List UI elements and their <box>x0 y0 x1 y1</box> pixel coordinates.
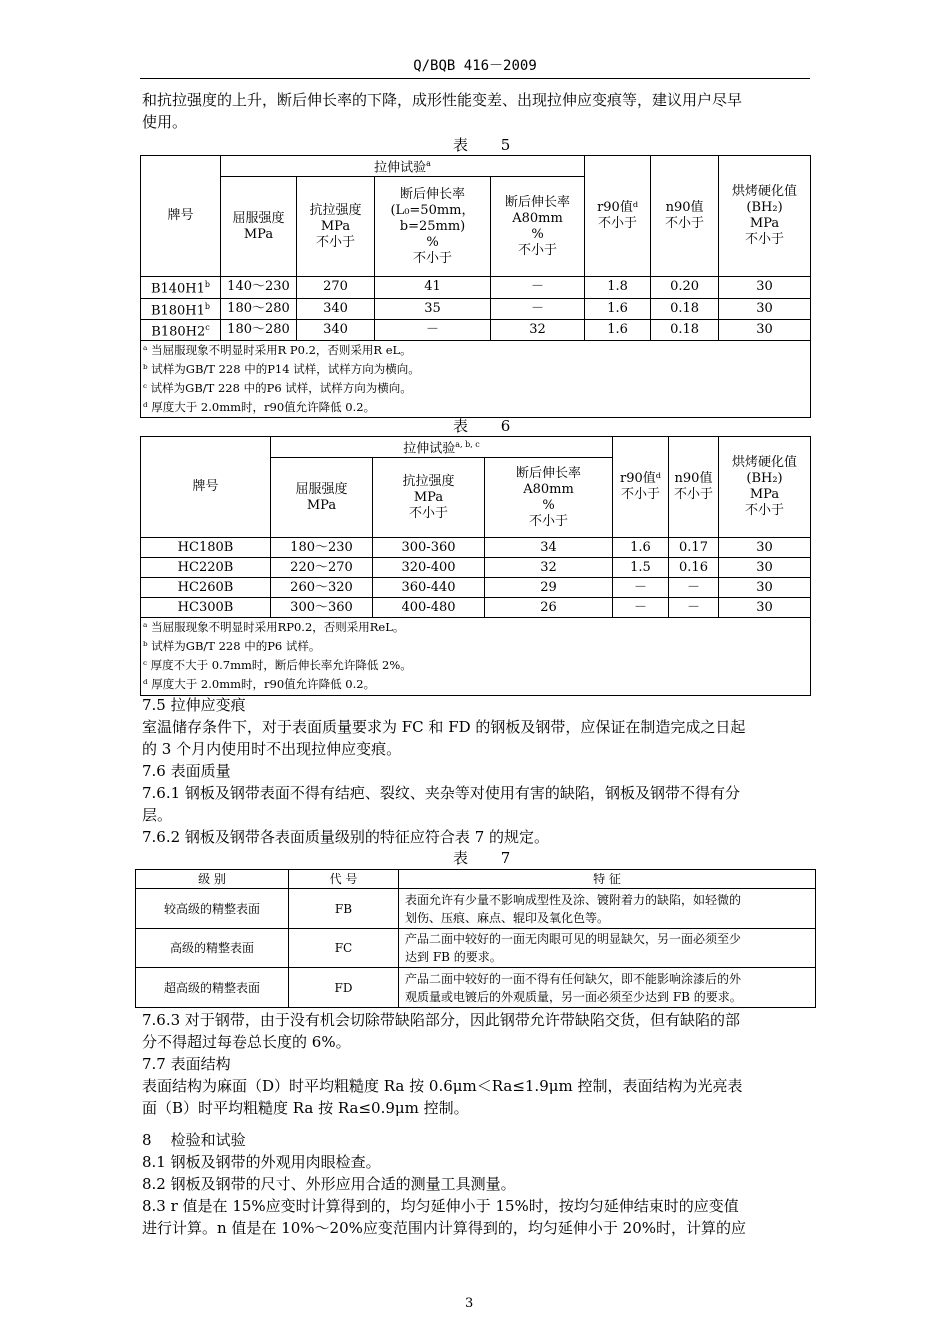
table7-caption: 表 7 <box>453 849 525 867</box>
cell: 35 <box>375 298 491 319</box>
t5-header-n90: n90值 不小于 <box>651 156 719 277</box>
cell: 30 <box>719 538 811 558</box>
t5-note-a: ᵃ 当屈服现象不明显时采用R P0.2，否则采用R eL。 <box>143 343 412 358</box>
section-7-7-title: 7.7 表面结构 <box>142 1055 231 1073</box>
cell: 220～270 <box>271 558 373 578</box>
t5-header-elong50: 断后伸长率 (L₀=50mm， b=25mm) % 不小于 <box>375 177 491 277</box>
table6-caption: 表 6 <box>453 417 525 435</box>
t6-header-tensile: 抗拉强度 MPa 不小于 <box>373 458 485 538</box>
cell: 26 <box>485 598 613 618</box>
t6-notes <box>141 618 811 696</box>
cell: HC220B <box>141 558 271 578</box>
cell: 30 <box>719 319 811 340</box>
para-7-6-3-line-1: 7.6.3 对于钢带，由于没有机会切除带缺陷部分，因此钢带允许带缺陷交货，但有缺陷的部 <box>142 1011 740 1029</box>
cell: － <box>613 578 669 598</box>
t5-header-r90: r90值ᵈ 不小于 <box>585 156 651 277</box>
page-number: 3 <box>465 1296 474 1311</box>
cell: 1.6 <box>585 319 651 340</box>
t6-header-grade: 牌号 <box>141 437 271 538</box>
table-row <box>141 558 811 578</box>
t5-header-elong80: 断后伸长率 A80mm % 不小于 <box>491 177 585 277</box>
t5-note-c: ᶜ 试样为GB/T 228 中的P6 试样，试样方向为横向。 <box>143 381 412 396</box>
cell: 0.18 <box>651 298 719 319</box>
cell: 30 <box>719 298 811 319</box>
table-5 <box>140 155 811 418</box>
t5-notes <box>141 341 811 418</box>
cell: 表面允许有少量不影响成型性及涂、镀附着力的缺陷，如轻微的 划伤、压痕、麻点、辊印及氧化色等。 <box>399 889 816 929</box>
table-7 <box>135 869 816 1008</box>
cell: FD <box>289 968 399 1008</box>
para-7-6-1-line-1: 7.6.1 钢板及钢带表面不得有结疤、裂纹、夹杂等对使用有害的缺陷，钢板及钢带不得有分 <box>142 784 740 802</box>
cell: 140～230 <box>221 277 297 298</box>
cell: 0.18 <box>651 319 719 340</box>
t7-header-code: 代 号 <box>289 870 399 889</box>
t5-group-header: 拉伸试验$^a$ <box>221 156 585 177</box>
cell: 340 <box>297 319 375 340</box>
cell: HC260B <box>141 578 271 598</box>
cell: 180～280 <box>221 319 297 340</box>
cell: 360-440 <box>373 578 485 598</box>
cell: FC <box>289 929 399 968</box>
section-8-title: 8 检验和试验 <box>142 1131 246 1149</box>
section-7-7-line-1: 表面结构为麻面（D）时平均粗糙度 Ra 按 0.6μm＜Ra≤1.9μm 控制，表面结构为光亮表 <box>142 1077 743 1095</box>
t5-note-d: ᵈ 厚度大于 2.0mm时，r90值允许降低 0.2。 <box>143 400 376 415</box>
table-row <box>136 929 816 968</box>
t5-header-grade: 牌号 <box>141 156 221 277</box>
cell: － <box>669 598 719 618</box>
t6-note-a: ᵃ 当屈服现象不明显时采用RP0.2，否则采用ReL。 <box>143 620 405 635</box>
cell: 180～230 <box>271 538 373 558</box>
t6-header-n90: n90值 不小于 <box>669 437 719 538</box>
cell: 较高级的精整表面 <box>136 889 289 929</box>
cell: 0.20 <box>651 277 719 298</box>
cell: － <box>669 578 719 598</box>
cell: B140H1$^b$ <box>141 277 221 298</box>
cell: 270 <box>297 277 375 298</box>
section-7-7-line-2: 面（B）时平均粗糙度 Ra 按 Ra≤0.9μm 控制。 <box>142 1099 469 1117</box>
section-7-5-title: 7.5 拉伸应变痕 <box>142 696 246 714</box>
cell: 340 <box>297 298 375 319</box>
cell: 30 <box>719 558 811 578</box>
cell: FB <box>289 889 399 929</box>
para-7-6-1-line-2: 层。 <box>142 806 173 824</box>
table-row <box>136 889 816 929</box>
cell: 30 <box>719 578 811 598</box>
cell: 1.6 <box>585 298 651 319</box>
para-7-6-3-line-2: 分不得超过每卷总长度的 6%。 <box>142 1033 351 1051</box>
page-header: Q/BQB 416－2009 <box>140 56 810 79</box>
cell: 32 <box>491 319 585 340</box>
cell: 400-480 <box>373 598 485 618</box>
table-row <box>141 277 811 298</box>
t6-note-c: ᶜ 厚度不大于 0.7mm时，断后伸长率允许降低 2%。 <box>143 658 412 673</box>
t5-header-tensile: 抗拉强度 MPa 不小于 <box>297 177 375 277</box>
table-row <box>141 578 811 598</box>
cell: 超高级的精整表面 <box>136 968 289 1008</box>
table-row <box>141 538 811 558</box>
cell: HC180B <box>141 538 271 558</box>
para-8-3-line-1: 8.3 r 值是在 15%应变时计算得到的，均匀延伸小于 15%时，按均匀延伸结束时的应变值 <box>142 1197 739 1215</box>
intro-line-2: 使用。 <box>142 113 188 131</box>
cell: 产品二面中较好的一面不得有任何缺欠，即不能影响涂漆后的外 观质量或电镀后的外观质量，另一面必须至少达到 FB 的要求。 <box>399 968 816 1008</box>
cell: 180～280 <box>221 298 297 319</box>
para-8-2: 8.2 钢板及钢带的尺寸、外形应用合适的测量工具测量。 <box>142 1175 516 1193</box>
table-row <box>141 298 811 319</box>
cell: HC300B <box>141 598 271 618</box>
cell: － <box>613 598 669 618</box>
cell: － <box>375 319 491 340</box>
cell: － <box>491 298 585 319</box>
t5-header-yield: 屈服强度 MPa <box>221 177 297 277</box>
cell: 30 <box>719 277 811 298</box>
t5-note-b: ᵇ 试样为GB/T 228 中的P14 试样，试样方向为横向。 <box>143 362 420 377</box>
cell: 1.5 <box>613 558 669 578</box>
cell: 300～360 <box>271 598 373 618</box>
cell: 300-360 <box>373 538 485 558</box>
cell: 320-400 <box>373 558 485 578</box>
para-7-6-2: 7.6.2 钢板及钢带各表面质量级别的特征应符合表 7 的规定。 <box>142 828 550 846</box>
t7-header-feature: 特 征 <box>399 870 816 889</box>
t6-note-b: ᵇ 试样为GB/T 228 中的P6 试样。 <box>143 639 321 654</box>
table5-caption: 表 5 <box>453 136 525 154</box>
cell: B180H2$^c$ <box>141 319 221 340</box>
cell: 1.8 <box>585 277 651 298</box>
intro-line-1: 和抗拉强度的上升，断后伸长率的下降，成形性能变差、出现拉伸应变痕等，建议用户尽早 <box>142 91 743 109</box>
cell: 29 <box>485 578 613 598</box>
cell: 260～320 <box>271 578 373 598</box>
para-8-1: 8.1 钢板及钢带的外观用肉眼检查。 <box>142 1153 381 1171</box>
t6-header-r90: r90值ᵈ 不小于 <box>613 437 669 538</box>
cell: 30 <box>719 598 811 618</box>
section-7-5-line-1: 室温储存条件下，对于表面质量要求为 FC 和 FD 的钢板及钢带，应保证在制造完成之日起 <box>142 718 746 736</box>
cell: 产品二面中较好的一面无肉眼可见的明显缺欠，另一面必须至少 达到 FB 的要求。 <box>399 929 816 968</box>
cell: 1.6 <box>613 538 669 558</box>
cell: B180H1$^b$ <box>141 298 221 319</box>
cell: 高级的精整表面 <box>136 929 289 968</box>
t6-header-elong80: 断后伸长率 A80mm % 不小于 <box>485 458 613 538</box>
table-row <box>136 968 816 1008</box>
cell: 32 <box>485 558 613 578</box>
t6-header-bh: 烘烤硬化值 (BH₂) MPa 不小于 <box>719 437 811 538</box>
t6-group-header: 拉伸试验$^{a, b, c}$ <box>271 437 613 458</box>
table-row <box>141 319 811 340</box>
t5-header-bh: 烘烤硬化值 (BH₂) MPa 不小于 <box>719 156 811 277</box>
section-7-6-title: 7.6 表面质量 <box>142 762 231 780</box>
cell: 41 <box>375 277 491 298</box>
cell: － <box>491 277 585 298</box>
cell: 0.17 <box>669 538 719 558</box>
table-6 <box>140 436 811 696</box>
t6-header-yield: 屈服强度 MPa <box>271 458 373 538</box>
t7-header-level: 级 别 <box>136 870 289 889</box>
cell: 0.16 <box>669 558 719 578</box>
t6-note-d: ᵈ 厚度大于 2.0mm时，r90值允许降低 0.2。 <box>143 677 376 692</box>
cell: 34 <box>485 538 613 558</box>
table-row <box>141 598 811 618</box>
para-8-3-line-2: 进行计算。n 值是在 10%～20%应变范围内计算得到的，均匀延伸小于 20%时，计算的应 <box>142 1219 746 1237</box>
section-7-5-line-2: 的 3 个月内使用时不出现拉伸应变痕。 <box>142 740 402 758</box>
